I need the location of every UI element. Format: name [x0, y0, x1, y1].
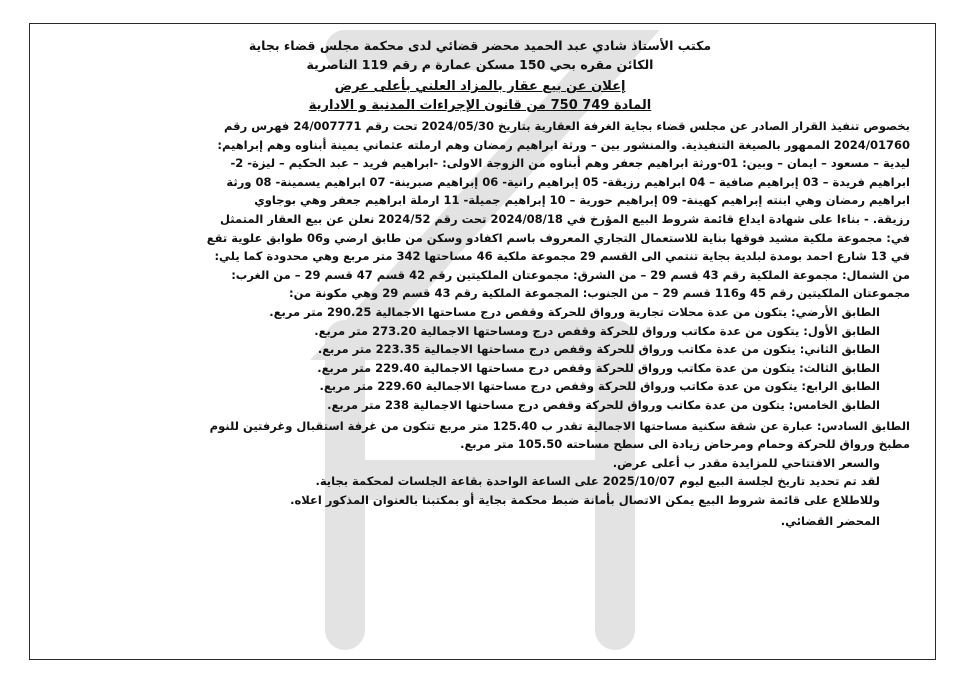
floor-item: الطابق الثاني: يتكون من عدة مكاتب ورواق للحركة وقفص درج مساحتها الاجمالية 223.35 متر مربع. [317, 342, 880, 357]
body-line: بخصوص تنفيذ القرار الصادر عن مجلس قضاء بجاية الغرفة العقارية بتاريخ 2024/05/30 تحت رقم 24/007771 فهرس رقم [224, 119, 910, 133]
floor-item: الطابق الثالث: يتكون من عدة مكاتب ورواق للحركة وقفص درج مساحتها الاجمالية 229.40 متر مربع. [317, 360, 880, 375]
contact-info: وللاطلاع على قائمة شروط البيع يمكن الاتصال بأمانة ضبط محكمة بجاية أو بمكتبنا بالعنوان المذكور اعلاه. [290, 492, 880, 507]
signature: المحضر القضائي. [780, 514, 880, 529]
sixth-floor-line: مطبخ ورواق للحركة وحمام ومرحاض زيادة الى سطح مساحته 105.50 متر مربع. [460, 437, 910, 452]
body-line: في: مجموعة ملكية مشيد فوقها بناية للاستعمال التجاري المعروف باسم اكفادو وسكن من طابق ارضي و06 طوابق علوية تقع [206, 230, 910, 245]
body-line: من الشمال: مجموعة الملكية رقم 43 قسم 29 – من الشرق: مجموعتان الملكيتين رقم 42 قسم 47 قسم 29 – من الغرب: [231, 267, 910, 282]
floor-item: الطابق الرابع: يتكون من عدة مكاتب ورواق للحركة وقفص درج مساحتها الاجمالية 229.60 متر مربع. [319, 379, 880, 394]
body-line: في 13 شارع احمد بومدة لبلدية بجاية تنتمي الى القسم 29 مجموعة ملكية 46 مساحتها 342 متر مربع وهي محدودة كما يلي: [214, 249, 910, 264]
closing-section [50, 454, 910, 510]
notice-title: إعلان عن بيع عقار بالمزاد العلني بأعلى عرض [334, 79, 626, 94]
office-name: مكتب الأستاذ شادي عبد الحميد محضر قضائي لدى محكمة مجلس قضاء بجاية [248, 38, 712, 53]
body-line: رزيقة. - بناءا على شهادة ايداع قائمة شروط البيع المؤرخ في 2024/08/18 تحت رقم 2024/52 نعلن عن بيع العقار المتمثل [220, 211, 910, 226]
floor-item: الطابق الأرضي: يتكون من عدة محلات تجارية ورواق للحركة وقفص درج مساحتها الاجمالية 290.25 متر مربع. [269, 304, 880, 319]
body-line: ابراهيم رمضان وهي ابنته إبراهيم كهينة- 09 إبراهيم حورية – 10 إبراهيم جميلة- 11 ارملة ابراهيم جعفر وهي بوجاوي [254, 193, 910, 208]
sale-date: لقد تم تحديد تاريخ لجلسة البيع ليوم 2025/10/07 على الساعة الواحدة بقاعة الجلسات لمحكمة بجاية. [315, 474, 880, 489]
opening-price: والسعر الافتتاحي للمزايدة مقدر ب أعلى عرض. [612, 455, 880, 470]
body-line: مجموعتان الملكيتين رقم 45 و116 قسم 29 – من الجنوب: المجموعة الملكية رقم 43 قسم 29 وهي مكونة من: [289, 286, 910, 301]
body-line: ليدية – مسعود – ايمان – وبين: 01-ورثة ابراهيم جعفر وهم أبناوه من الزوجة الاولى: -ابراهيم فريد – عبد الحكيم – ليزة- 2- [230, 156, 910, 171]
legal-notice [50, 36, 910, 531]
body-line: 2024/01760 الممهور بالصيغة التنفيذية. والمنشور بين – ورثة ابراهيم رمضان وهم ارملته عثماني يمينة أبناوه وهم إبراهيم: [217, 137, 910, 152]
body-line: ابراهيم فريدة – 03 إبراهيم صافية – 04 ابراهيم رزيقة- 05 إبراهيم رانية- 06 إبراهيم صبرينة- 07 ابراهيم يسمينة- 08 ورثة [226, 174, 910, 189]
floor-item: الطابق الخامس: يتكون من عدة مكاتب ورواق للحركة وقفص درج مساحتها الاجمالية 238 متر مربع. [327, 397, 880, 412]
sixth-floor-line: الطابق السادس: عبارة عن شقة سكنية مساحتها الاجمالية تقدر ب 125.40 متر مربع تتكون من غرفة استقبال وغرفتين للنوم [209, 418, 910, 433]
sixth-floor [50, 417, 910, 454]
floor-list [50, 303, 910, 415]
office-address: الكائن مقره بحي 150 مسكن عمارة م رقم 119 الناصرية [306, 57, 654, 72]
notice-body [50, 117, 910, 303]
notice-legal-reference: المادة 749 750 من قانون الإجراءات المدنية و الادارية [308, 98, 652, 113]
floor-item: الطابق الأول: يتكون من عدة مكاتب ورواق للحركة وقفص درج ومساحتها الاجمالية 273.20 متر مربع. [314, 323, 880, 338]
